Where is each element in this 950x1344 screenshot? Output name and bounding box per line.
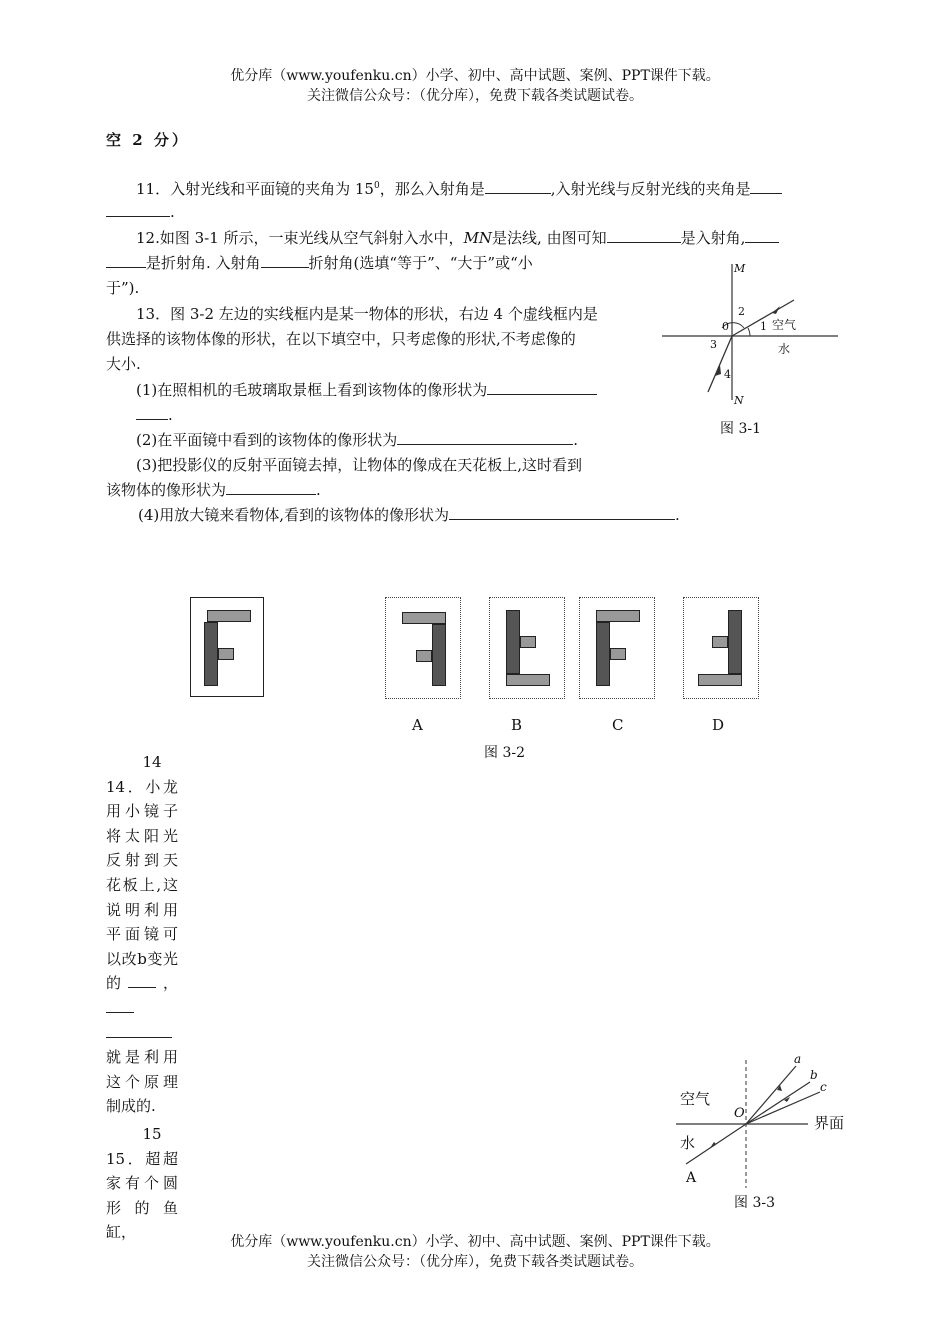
question-13-sub-3-cont: 该物体的像形状为 . (106, 481, 321, 499)
question-15: 15 15．超超家有个圆形的鱼缸， (106, 1122, 178, 1245)
page-footer (0, 1232, 950, 1272)
q13-blank-4[interactable] (449, 504, 675, 520)
label-3: 3 (710, 338, 717, 351)
q14-blank-2-cont[interactable] (106, 1022, 172, 1038)
page-header (0, 66, 950, 106)
option-c-label: C (612, 716, 624, 734)
option-a-top-bar (402, 612, 446, 624)
label-1: 1 (760, 320, 767, 333)
q11-blank-2-cont[interactable] (106, 201, 170, 217)
q13-blank-2[interactable] (397, 429, 573, 445)
q11-blank-2[interactable] (750, 178, 782, 194)
fig33-label-a: a (794, 1052, 802, 1066)
figure-3-1-caption: 图 3-1 (720, 421, 761, 437)
q14-number: 14 (142, 753, 162, 771)
object-frame (190, 597, 264, 697)
option-a-label: A (412, 716, 423, 734)
fig33-label-A: A (686, 1170, 697, 1186)
option-c-frame[interactable] (579, 597, 655, 699)
refraction-diagram (660, 250, 840, 410)
q15-number: 15 (142, 1125, 162, 1143)
label-air: 空气 (772, 318, 797, 332)
question-13-line-2: 供选择的该物体像的形状，在以下填空中，只考虑像的形状,不考虑像的 (106, 330, 576, 348)
option-b-bottom-bar (506, 674, 550, 686)
question-11-cont: . (106, 200, 175, 224)
option-b-stem (506, 610, 520, 674)
question-13-sub-2: (2)在平面镜中看到的该物体的像形状为 . (136, 431, 579, 449)
option-c-stem (596, 622, 610, 686)
label-n: N (734, 394, 744, 407)
label-o: 0 (722, 320, 729, 333)
option-b-label: B (511, 716, 523, 734)
label-2: 2 (738, 305, 745, 318)
object-middle-bar (218, 648, 234, 660)
option-a-stem (432, 624, 446, 686)
label-water: 水 (778, 342, 791, 356)
header-line-2: 关注微信公众号：（优分库），免费下载各类试题试卷。 (307, 88, 643, 104)
question-12-end: 于”). (106, 279, 140, 297)
option-d-bottom-bar (698, 674, 742, 686)
q14-blank-2[interactable] (106, 997, 134, 1013)
option-c-top-bar (596, 610, 640, 622)
fig33-label-air: 空气 (680, 1090, 711, 1108)
q12-blank-2-cont[interactable] (106, 252, 146, 268)
q13-blank-1-cont[interactable] (136, 404, 168, 420)
question-12-cont: 是折射角. 入射角 折射角(选填“等于”、“大于”或“小 (106, 251, 533, 275)
option-d-frame[interactable] (683, 597, 759, 699)
fig33-label-b: b (810, 1068, 818, 1082)
question-13-sub-1: (1)在照相机的毛玻璃取景框上看到该物体的像形状为 (136, 378, 597, 402)
fig33-label-water: 水 (680, 1134, 696, 1152)
option-b-frame[interactable] (489, 597, 565, 699)
option-d-stem (728, 610, 742, 674)
figure-3-1 (660, 250, 840, 410)
object-stem (204, 622, 218, 686)
question-13-line-1: 13．图 3-2 左边的实线框内是某一物体的形状，右边 4 个虚线框内是 (136, 305, 598, 323)
option-b-middle-bar (520, 636, 536, 648)
fig33-label-o: O (734, 1106, 745, 1121)
fig33-label-interface: 界面 (814, 1114, 845, 1132)
figure-3-3 (676, 1052, 850, 1190)
option-d-middle-bar (712, 636, 728, 648)
q14-blank-1[interactable] (128, 972, 156, 988)
option-c-middle-bar (610, 648, 626, 660)
question-11: 11．入射光线和平面镜的夹角为 $15^0$，那么入射角是 ,入射光线与反射光线的夹角是 (136, 174, 782, 201)
figure-3-3-caption: 图 3-3 (734, 1195, 775, 1211)
footer-line-2: 关注微信公众号：（优分库），免费下载各类试题试卷。 (307, 1254, 643, 1270)
q13-blank-3[interactable] (226, 479, 316, 495)
object-top-bar (207, 610, 251, 622)
footer-line-1: 优分库（www.youfenku.cn）小学、初中、高中试题、案例、PPT课件下载。 (230, 1234, 720, 1250)
q12-blank-1[interactable] (607, 227, 681, 243)
question-13-sub-3: (3)把投影仪的反射平面镜去掉，让物体的像成在天花板上,这时看到 (136, 456, 583, 474)
question-13-line-3: 大小. (106, 355, 141, 373)
section-note: 空 2 分） (106, 131, 190, 149)
option-a-middle-bar (416, 650, 432, 662)
option-d-label: D (712, 716, 725, 734)
question-13-sub-1-cont: . (136, 403, 173, 427)
label-4: 4 (724, 368, 731, 381)
header-line-1: 优分库（www.youfenku.cn）小学、初中、高中试题、案例、PPT课件下载。 (230, 68, 720, 84)
q12-blank-2[interactable] (745, 227, 779, 243)
option-a-frame[interactable] (385, 597, 461, 699)
question-14: 14 14．小龙用小镜子将太阳光反射到天花板上,这说明利用平面镜可以改b变光的 ，就是利用这个原理制成的. (106, 750, 178, 1119)
figure-3-2-caption: 图 3-2 (484, 745, 525, 761)
question-13-sub-4: (4)用放大镜来看物体,看到的该物体的像形状为 . (138, 506, 680, 524)
label-m: M (734, 262, 746, 275)
q13-blank-1[interactable] (487, 379, 597, 395)
question-12: 12.如图 3-1 所示，一束光线从空气斜射入水中，MN是法线, 由图可知 是入射角, (136, 226, 779, 250)
q11-blank-1[interactable] (485, 178, 551, 194)
q12-blank-3[interactable] (261, 252, 309, 268)
fig33-label-c: c (820, 1080, 827, 1094)
